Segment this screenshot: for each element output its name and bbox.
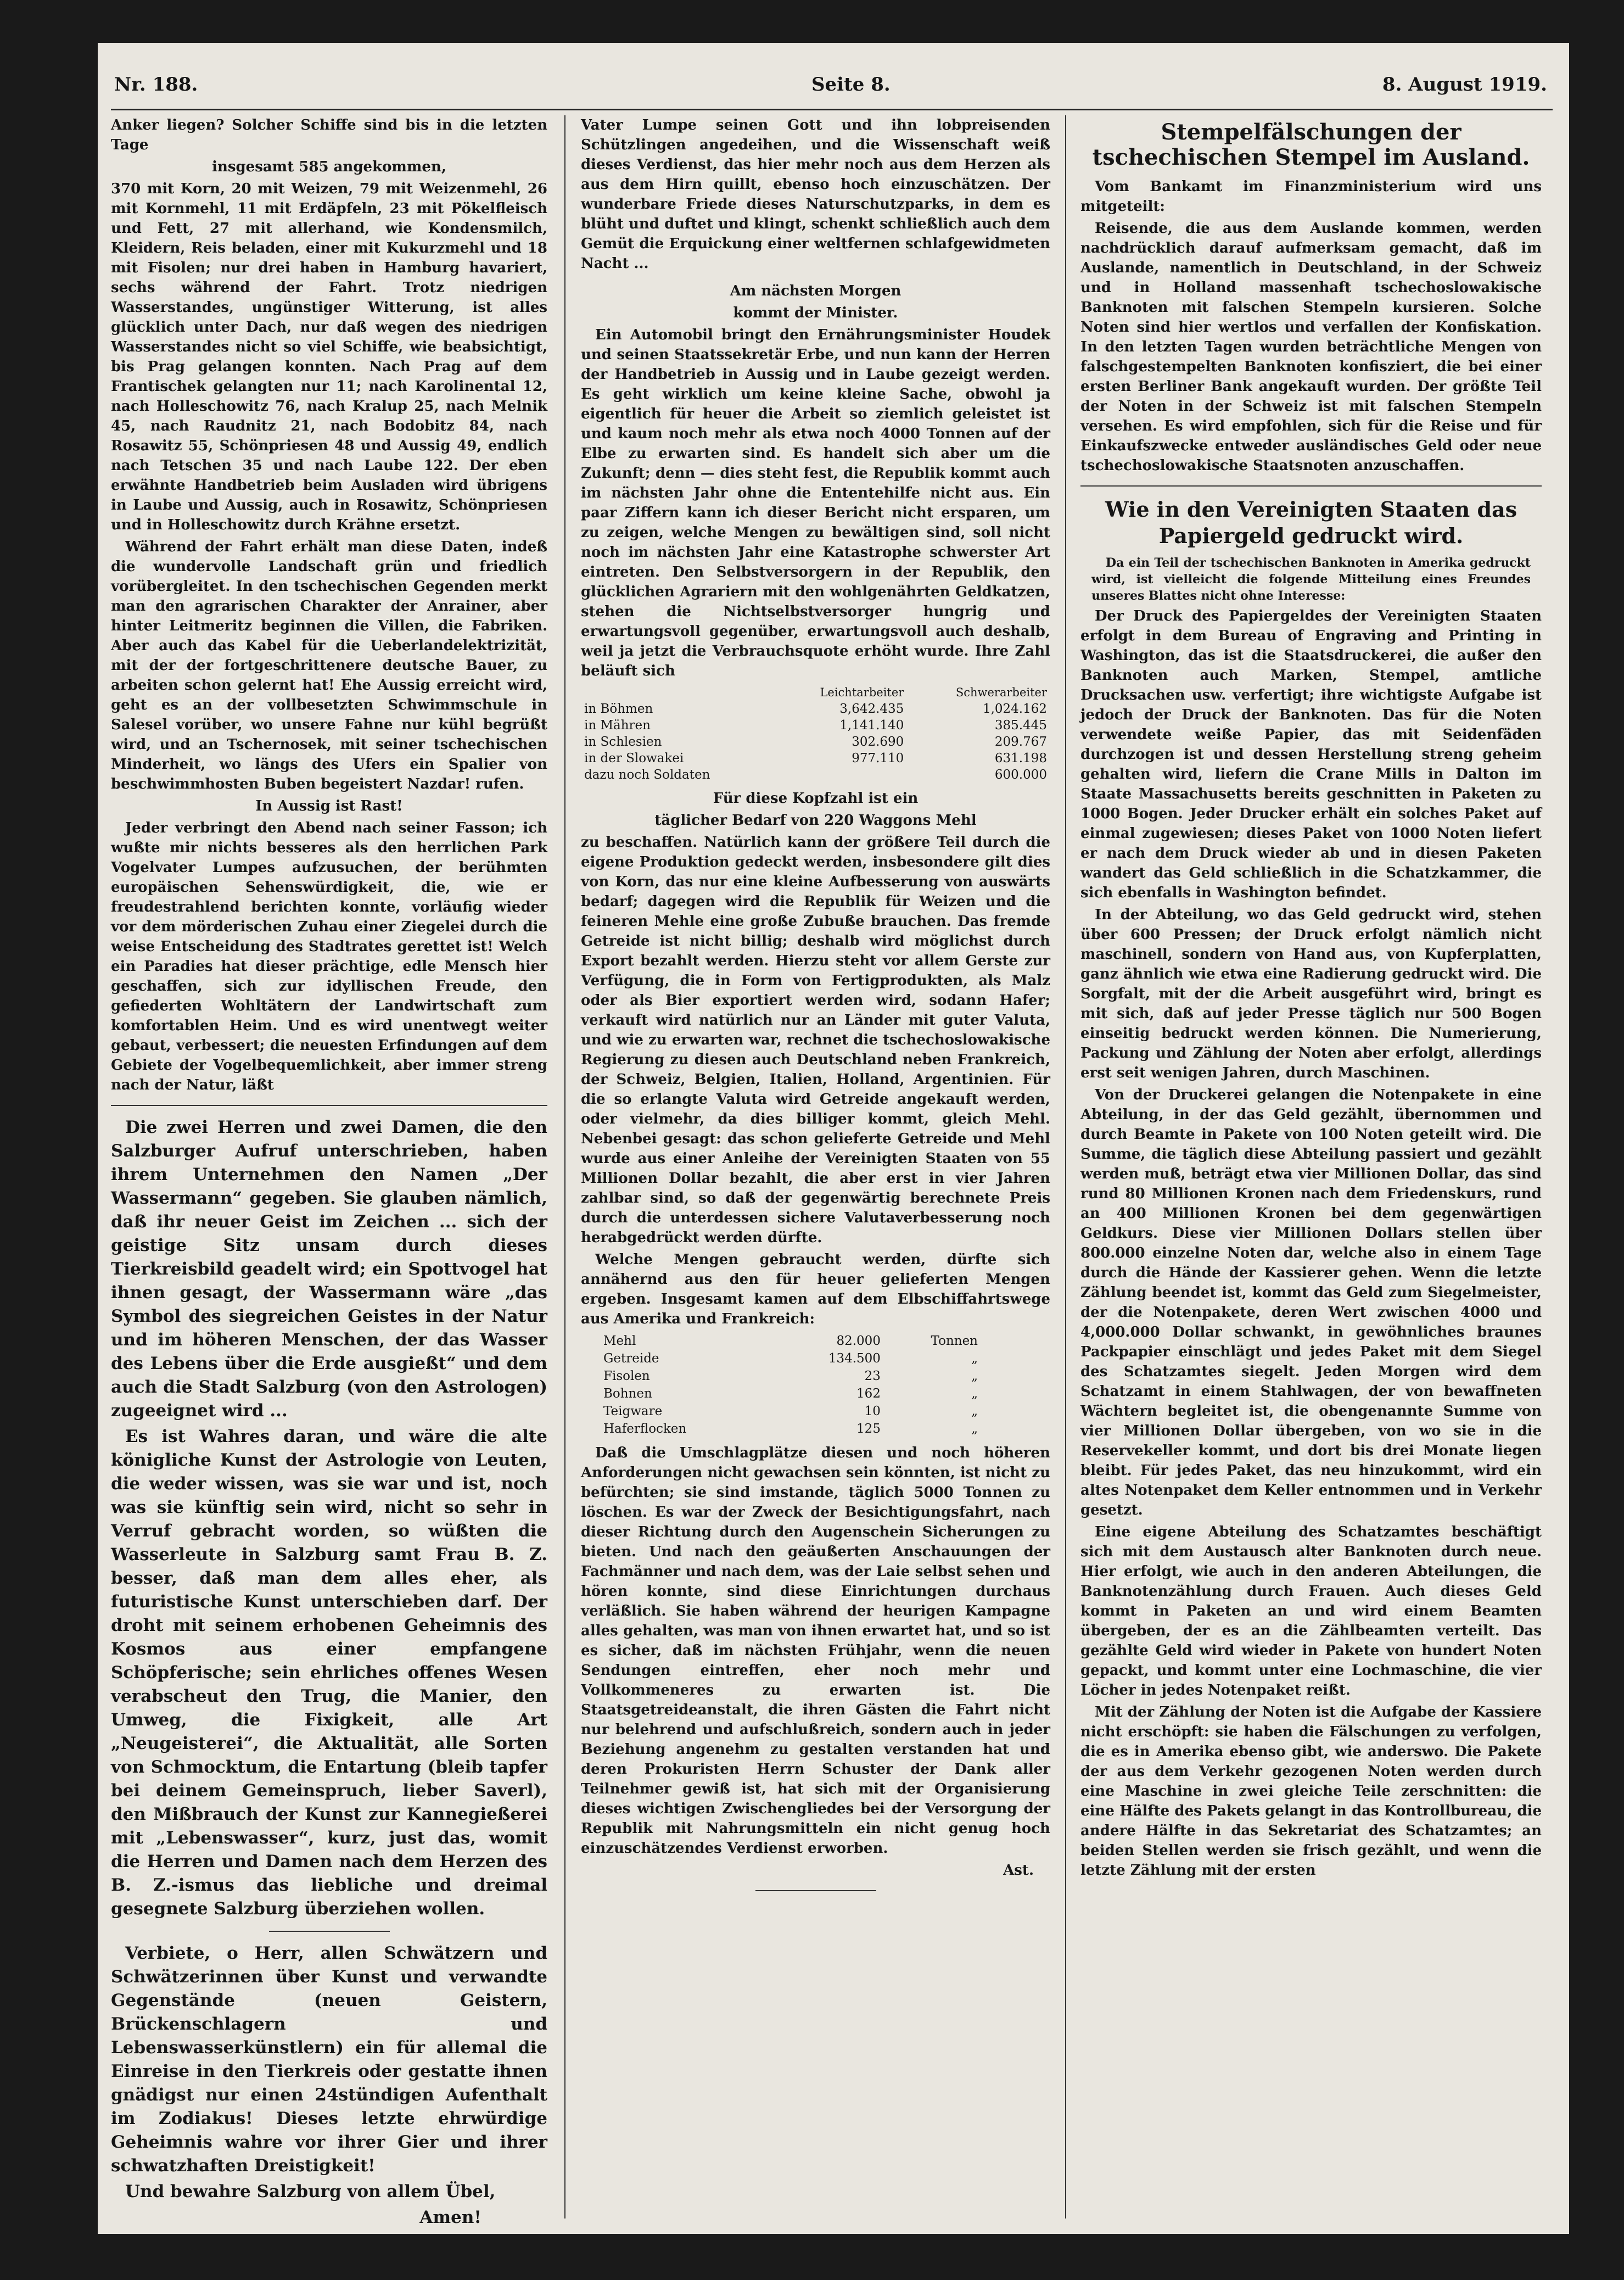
goods-table xyxy=(603,1332,978,1438)
editor-note: Da ein Teil der tschechischen Banknoten in Amerika gedruckt wird, ist vielleicht die folgende Mitteilung eines Freundes unseres Blattes nicht ohne Interesse: xyxy=(1091,556,1531,603)
header-rule xyxy=(111,109,1553,110)
table-row: in der Slowakei 977.110 631.198 xyxy=(584,751,1047,765)
issue-date: 8. August 1919. xyxy=(1382,74,1547,96)
article-text: Verbiete, o Herr, allen Schwätzern und Schwätzerinnen über Kunst und verwandte Gegenstände (neuen Geistern, Brückenschlagern und Lebenswasserkünstlern) ein für allemal die Einreise in den Tierkreis oder gestatte ihnen gnädigst nur einen 24stündigen Aufenthalt im Zodiakus! Dieses letzte ehrwürdige Geheimnis wahre vor ihrer Gier und ihrer schwatzhaften Dreistigkeit! xyxy=(111,1943,547,2176)
article-text: 370 mit Korn, 20 mit Weizen, 79 mit Weizenmehl, 26 mit Kornmehl, 11 mit Erdäpfeln, 23 mit Pökelfleisch und Fett, 27 mit allerhand, wie Kondensmilch, Kleidern, Reis beladen, einer mit Kukurzmehl und 18 mit Fisolen; nur drei haben in Hamburg havariert, sechs während der Fahrt. Trotz niedrigen Wasserstandes, ungünstiger Witterung, ist alles glücklich unter Dach, nur daß wegen des niedrigen Wasserstandes nicht so viel Schiffe, wie beabsichtigt, bis Prag gelangen konnten. Nach Prag auf dem Frantischek gelangten nur 11; nach Karolinental 12, nach Holleschowitz 76, nach Kralup 25, nach Melnik 45, nach Raudnitz 21, nach Bodobitz 84, nach Rosawitz 55, Schönpriesen 48 und Aussig 49, endlich nach Tetschen 35 und nach Laube 122. Der eben erwähnte Handbetrieb beim Ausladen wird übrigens in Laube und Aussig, auch in Rosawitz, Schönpriesen und in Holleschowitz durch Krähne ersetzt. xyxy=(111,181,547,533)
article-text: Jeder verbringt den Abend nach seiner Fasson; ich wußte mir nichts besseres als den herrlichen Park Vogelvater Lumpes aufzusuchen, der berühmten europäischen Sehenswürdigkeit, die, wie er freudestrahlend berichten konnte, vorläufig wieder vor dem mörderischen Zuhau einer Ziegelei durch die weise Entscheidung des Stadtrates gerettet ist! Welch ein Paradies hat dieser prächtige, edle Mensch hier geschaffen, sich zur idyllischen Freude, den gefiederten Wohltätern der Landwirtschaft zum komfortablen Heim. Und es wird unentwegt weiter gebaut, verbessert; die neuesten Erfindungen auf dem Gebiete der Vogelbequemlichkeit, aber immer streng nach der Natur, läßt xyxy=(111,820,547,1093)
article-subhead: insgesamt 585 angekommen, xyxy=(212,159,446,175)
article-text: Daß die Umschlagplätze diesen und noch höheren Anforderungen nicht gewachsen sein könnten, ist nicht zu befürchten; sie sind imstande, täglich 5000 Tonnen zu löschen. Es war der Zweck der Besichtigungsfahrt, nach dieser Richtung durch den Augenschein Sicherungen zu bieten. Und nach den geäußerten Anschauungen der Fachmänner und nach dem, was der Laie selbst sehen und hören konnte, sind diese Einrichtungen durchaus verläßlich. Sie haben während der heurigen Kampagne alles gehalten, was man von ihnen erwartet hat, und so ist es sicher, daß im nächsten Frühjahr, wenn die neuen Sendungen eintreffen, eher noch mehr und Vollkommeneres zu erwarten ist. Die Staatsgetreideanstalt, die ihren Gästen die Fahrt nicht nur belehrend und aufschlußreich, sondern auch in jeder Beziehung angenehm zu gestalten verstanden hat und deren Prokuristen Herrn Schuster der Dank aller Teilnehmer gewiß ist, hat sich mit der Organisierung dieses wichtigen Zwischengliedes bei der Versorgung der Republik mit Nahrungsmitteln ein nicht genug hoch einzuschätzendes Verdienst erworben. xyxy=(581,1445,1050,1857)
article-text: Welche Mengen gebraucht werden, dürfte sich annähernd aus den für heuer gelieferten Mengen ergeben. Insgesamt kamen auf dem Elbschiffahrtswege aus Amerika und Frankreich: xyxy=(581,1251,1050,1327)
table-header: Schwerarbeiter xyxy=(955,686,1047,699)
table-row: dazu noch Soldaten 600.000 xyxy=(584,768,1047,782)
article-text: Anker liegen? Solcher Schiffe sind bis in die letzten Tage xyxy=(111,117,547,153)
article-subhead: Für diese Kopfzahl ist ein xyxy=(713,790,919,807)
article-text: Ein Automobil bringt den Ernährungsminister Houdek und seinen Staatssekretär Erbe, und nun kann der Herren der Handbetrieb in Aussig und in Laube gezeigt werden. Es geht wirklich um keine kleine Sache, obwohl ja eigentlich für heuer die Arbeit so ziemlich geleistet ist und kaum noch mehr als etwa noch 4000 Tonnen auf der Elbe zu erwarten sind. Es handelt sich aber um die Zukunft; denn — dies steht fest, die Republik kommt auch im nächsten Jahr ohne die Ententehilfe nicht aus. Ein paar Ziffern kann ich dieser Bericht nicht ersparen, um zu zeigen, welche Mengen zu bewältigen sind, soll nicht noch im nächsten Jahr eine Katastrophe schwerster Art eintreten. Den Selbstversorgern in der Republik, den glücklichen Agrariern mit den wohlgenährten Geldkatzen, stehen die Nichtselbstversorger hungrig und erwartungsvoll gegenüber, erwartungsvoll auch deshalb, weil ja jetzt die Verbrauchsquote erhöht wurde. Ihre Zahl beläuft sich xyxy=(581,327,1050,679)
table-row: in Mähren 1,141.140 385.445 xyxy=(584,718,1047,733)
table-row: in Böhmen 3,642.435 1,024.162 xyxy=(584,702,1047,716)
article-separator xyxy=(111,1105,547,1106)
article-text: Vom Bankamt im Finanzministerium wird uns mitgeteilt: xyxy=(1080,178,1542,215)
table-row: Getreide 134.500 „ xyxy=(603,1351,978,1366)
column-2 xyxy=(581,115,1050,1901)
article-text: Eine eigene Abteilung des Schatzamtes beschäftigt sich mit dem Austausch alter Banknoten durch neue. Hier erfolgt, wie auch in den anderen Abteilungen, die Banknotenzählung durch Frauen. Auch dieses Geld kommt in Paketen an und wird einem Beamten übergeben, der es an die Zählbeamten verteilt. Das gezählte Geld wird wieder in Pakete von hundert Noten gepackt, und kommt unter eine Lochmaschine, die vier Löcher in jedes Notenpaket reißt. xyxy=(1080,1524,1542,1698)
article-text: Vater Lumpe seinen Gott und ihn lobpreisenden Schützlingen angedeihen, und die Wissenschaft weiß dieses Verdienst, das hier mehr noch aus dem Herzen als aus dem Hirn quillt, ebenso hoch einzuschätzen. Der wunderbare Friede dieses Naturschutzparks, in dem es blüht und duftet und klingt, schenkt schließlich auch dem Gemüt die Erquickung einer weltfernen schlafgewidmeten Nacht ... xyxy=(581,117,1050,272)
table-row: Haferflocken 125 „ xyxy=(603,1422,978,1436)
table-row: Fisolen 23 „ xyxy=(603,1369,978,1383)
article-text: Die zwei Herren und zwei Damen, die den Salzburger Aufruf unterschrieben, haben ihrem Unternehmen den Namen „Der Wassermann“ gegeben. Sie glauben nämlich, daß ihr neuer Geist im Zeichen ... sich der geistige Sitz unsam durch dieses Tierkreisbild geadelt wird; ein Spottvogel hat ihnen gesagt, der Wassermann wäre „das Symbol des siegreichen Geistes in der Natur und im höheren Menschen, der das Wasser des Lebens über die Erde ausgießt“ und dem auch die Stadt Salzburg (von den Astrologen) zugeeignet wird ... xyxy=(111,1117,547,1421)
article-subhead: täglicher Bedarf von 220 Waggons Mehl xyxy=(654,812,977,829)
table-row: Teigware 10 „ xyxy=(603,1404,978,1418)
page-header xyxy=(114,74,1547,107)
article-text: zu beschaffen. Natürlich kann der größere Teil durch die eigene Produktion gedeckt werden, insbesondere gilt dies von Korn, das nur eine kleine Aufbesserung von auswärts bedarf; dagegen wird die Republik für Weizen und die feineren Mehle eine große Zubuße brauchen. Das fremde Getreide ist nicht billig; deshalb wird möglichst durch Export bezahlt werden. Hierzu steht vor allem Gerste zur Verfügung, die in Form von Fertigprodukten, als Malz oder als Bier exportiert werden wird, sodann Hafer; verkauft wird natürlich nur an Länder mit guter Valuta, und wie zu erwarten war, rechnet die tschechoslowakische Regierung zu diesen auch Deutschland neben Frankreich, der Schweiz, Belgien, Italien, Holland, Argentinien. Für die so erlangte Valuta wird Getreide angekauft werden, oder vielmehr, da dies billiger kommt, gleich Mehl. Nebenbei gesagt: das schon gelieferte Getreide und Mehl wurde aus einer Anleihe der Vereinigten Staaten von 55 Millionen Dollar bezahlt, die aber erst in vier Jahren zahlbar sind, so daß der gegenwärtig berechnete Preis durch die unterdessen sichere Valutaverbesserung noch herabgedrückt werden dürfte. xyxy=(581,834,1050,1246)
table-row: Bohnen 162 „ xyxy=(603,1387,978,1401)
table-header: Leichtarbeiter xyxy=(820,686,904,699)
page-number: Seite 8. xyxy=(811,74,891,96)
column-3 xyxy=(1080,115,1542,1882)
article-text: Von der Druckerei gelangen die Notenpakete in eine Abteilung, in der das Geld gezählt, übernommen und durch Beamte in Pakete von 100 Noten geteilt wird. Die Summe, die täglich diese Abteilung passiert und gezählt werden muß, beträgt etwa vier Millionen Dollar, das sind rund 80 Millionen Kronen nach dem Friedenskurs, rund an 400 Millionen Kronen bei dem gegenwärtigen Geldkurs. Diese vier Millionen Dollars stellen über 800.000 einzelne Noten dar, welche also in einem Tage durch die Hände der Kassierer gehen. Wenn die letzte Zählung beendet ist, kommt das Geld zum Siegelmeister, der die Notenpakete, deren Wert zwischen 4000 und 4,000.000 Dollar schwankt, in gewöhnliches braunes Packpapier einschlägt und jedes Paket mit dem Siegel des Schatzamtes siegelt. Jeden Morgen wird dem Schatzamt in einem Stahlwagen, der von bewaffneten Wächtern begleitet ist, die obengenannte Summe von vier Millionen Dollar übergeben, von wo sie in die Reservekeller kommt, und dort bis drei Monate liegen bleibt. Für jedes Paket, das neu hinzukommt, wird ein altes Notenpaket dem Keller entnommen und in Verkehr gesetzt. xyxy=(1080,1087,1542,1518)
column-divider-2 xyxy=(1065,115,1066,2218)
column-1 xyxy=(111,115,547,2232)
article-text: Und bewahre Salzburg von allem Übel, xyxy=(125,2182,496,2201)
article-text: Reisende, die aus dem Auslande kommen, werden nachdrücklich darauf aufmerksam gemacht, daß im Auslande, namentlich in Deutschland, in der Schweiz und in Holland massenhaft tschechoslowakische Banknoten mit falschen Stempeln kursieren. Solche Noten sind hier wertlos und verfallen der Konfiskation. In den letzten Tagen wurden beträchtliche Mengen von falschgestempelten Banknoten konfisziert, die bei einer ersten Berliner Bank angekauft wurden. Der größte Teil der Noten in der Schweiz ist mit falschen Stempeln versehen. Es wird empfohlen, sich für die Reise und für Einkaufszwecke entweder ausländisches Geld oder neue tschechoslowakische Staatsnoten anzuschaffen. xyxy=(1080,220,1542,474)
article-text: Während der Fahrt erhält man diese Daten, indeß die wundervolle Landschaft grün und friedlich vorübergleitet. In den tschechischen Gegenden merkt man den agrarischen Charakter der Anrainer, aber hinter Leitmeritz beginnen die Villen, die Fabriken. Aber auch das Kabel für die Ueberlandelektrizität, mit der der fortgeschrittenere deutsche Bauer, zu arbeiten schon gelernt hat! Ehe Aussig erreicht wird, geht es an der vollbesetzten Schwimmschule in Salesel vorüber, wo unsere Fahne nur kühl begrüßt wird, und an Tschernosek, mit seiner tschechischen Minderheit, wo längs des Ufers ein Spalier von beschwimmhosten Buben begeistert Nazdar! rufen. xyxy=(111,539,547,792)
issue-number: Nr. 188. xyxy=(114,74,198,96)
newspaper-page xyxy=(98,43,1569,2234)
article-text: Es ist Wahres daran, und wäre die alte königliche Kunst der Astrologie von Leuten, die weder wissen, was sie war und ist, noch was sie künftig sein wird, nicht so sehr in Verruf gebracht worden, so wüßten die Wasserleute in Salzburg samt Frau B. Z. besser, daß man dem alles eher, als futuristische Kunst unterschieben darf. Der droht mit seinem erhobenen Geheimnis des Kosmos aus einer empfangene Schöpferische; sein ehrliches offenes Wesen verabscheut den Trug, die Manier, den Umweg, die Fixigkeit, alle Art „Neugeisterei“, die Aktualität, alle Sorten von Schmocktum, die Entartung (bleib tapfer bei deinem Gemeinspruch, lieber Saverl), den Mißbrauch der Kunst zur Kannegießerei mit „Lebenswasser“, kurz, just das, womit die Herren und Damen nach dem Herzen des B. Z.-ismus das liebliche und dreimal gesegnete Salzburg überziehen wollen. xyxy=(111,1427,547,1919)
table-row: in Schlesien 302.690 209.767 xyxy=(584,735,1047,749)
article-separator xyxy=(269,1931,390,1932)
article-separator xyxy=(1080,485,1542,487)
article-headline: Stempelfälschungen der tschechischen Stempel im Ausland. xyxy=(1092,119,1530,170)
article-text: Der Druck des Papiergeldes der Vereinigten Staaten erfolgt in dem Bureau of Engraving and Printing in Washington, das ist die Staatsdruckerei, die außer den Banknoten auch Marken, Stempel, amtliche Drucksachen usw. verfertigt; ihre wichtigste Aufgabe ist jedoch der Druck der Banknoten. Das für die Noten verwendete weiße Papier, das mit Seidenfäden durchzogen ist und dessen Herstellung streng geheim gehalten wird, liefern die Crane Mills in Dalton im Staate Massachusetts bereits geschnitten in Paketen zu 1000 Bogen. Jeder Drucker erhält ein solches Paket auf einmal zugewiesen; dieses Paket von 1000 Noten liefert er nach dem Druck wieder ab und in diesen Paketen wandert das Geld schließlich in die Schatzkammer, die sich ebenfalls in Washington befindet. xyxy=(1080,608,1542,901)
article-subhead: kommt der Minister. xyxy=(733,305,898,321)
table-row: Mehl 82.000 Tonnen xyxy=(603,1334,978,1348)
worker-table xyxy=(581,684,1050,783)
article-separator xyxy=(755,1890,876,1891)
article-subhead: Am nächsten Morgen xyxy=(730,283,901,299)
column-divider-1 xyxy=(564,115,565,2218)
article-subhead: In Aussig ist Rast! xyxy=(255,798,403,814)
article-text: In der Abteilung, wo das Geld gedruckt wird, stehen über 600 Pressen; der Druck erfolgt nämlich nicht maschinell, sondern von Hand aus, von Kupferplatten, ganz ähnlich wie etwa eine Radierung gedruckt wird. Die Sorgfalt, mit der die Arbeit ausgeführt wird, bringt es mit sich, daß auf jeder Presse täglich nur 500 Bogen einseitig bedruckt werden können. Die Numerierung, Packung und Zählung der Noten aber erfolgt, allerdings erst seit wenigen Jahren, durch Maschinen. xyxy=(1080,907,1542,1081)
article-signature: Ast. xyxy=(1003,1862,1034,1879)
article-signature: Amen! xyxy=(419,2208,481,2227)
article-headline: Wie in den Vereinigten Staaten das Papiergeld gedruckt wird. xyxy=(1105,497,1517,548)
article-text: Mit der Zählung der Noten ist die Aufgabe der Kassiere nicht erschöpft: sie haben die Fälschungen zu verfolgen, die es in Amerika ebenso gibt, wie anderswo. Die Pakete der aus dem Verkehr gezogenen Noten werden durch eine Maschine in zwei gleiche Teile zerschnitten: die eine Hälfte des Pakets gelangt in das Kontrollbureau, die andere Hälfte in das Sekretariat des Schatzamtes; an beiden Stellen werden sie frisch gezählt, und wenn die letzte Zählung mit der ersten xyxy=(1080,1704,1542,1879)
